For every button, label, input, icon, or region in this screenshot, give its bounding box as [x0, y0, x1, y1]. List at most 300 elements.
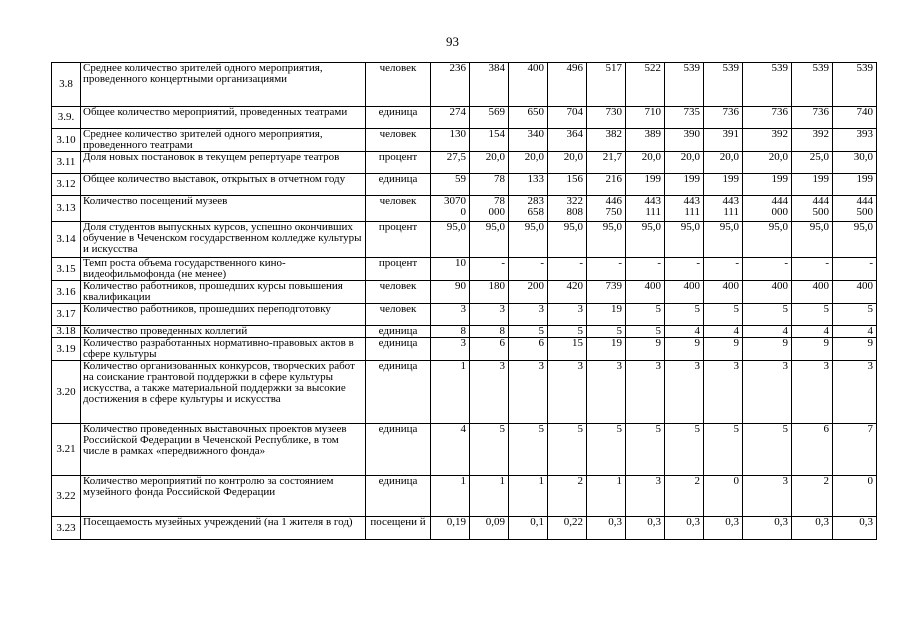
unit-cell [366, 107, 431, 129]
unit-cell-text: единица [378, 325, 418, 337]
value-cell-text: 6 [538, 337, 544, 349]
value-cell [665, 107, 704, 129]
value-cell [665, 326, 704, 338]
value-cell [665, 63, 704, 107]
value-cell [833, 258, 877, 281]
value-cell [470, 476, 509, 517]
value-cell [431, 107, 470, 129]
value-cell-text: 95,0 [563, 221, 583, 233]
value-cell-text: 0,1 [530, 516, 544, 528]
value-cell-text: - [696, 257, 700, 269]
value-cell [626, 63, 665, 107]
value-cell-text: 95,0 [602, 221, 622, 233]
value-cell [587, 517, 626, 540]
value-cell [626, 222, 665, 258]
unit-cell-text: человек [379, 303, 417, 315]
unit-cell [366, 304, 431, 326]
unit-cell-text: единица [378, 475, 418, 487]
indicator-name-cell [81, 129, 366, 152]
value-cell-text: 20,0 [524, 151, 544, 163]
value-cell-text: 10 [455, 257, 466, 269]
value-cell-text: 4 [460, 423, 466, 435]
unit-cell [366, 196, 431, 222]
indicators-table [51, 62, 877, 540]
table-row [52, 281, 877, 304]
value-cell [431, 361, 470, 424]
value-cell [626, 281, 665, 304]
value-cell [548, 424, 587, 476]
value-cell-text: 90 [455, 280, 466, 292]
indicator-name-cell-text: Количество проведенных выставочных проектов музеев Российской Федерации в Чеченской Республике, в том числе в рамках «передвижного фонда» [83, 423, 347, 457]
value-cell-text: 199 [644, 173, 661, 185]
row-number-cell [52, 174, 81, 196]
value-cell [792, 174, 833, 196]
value-cell [833, 107, 877, 129]
value-cell [626, 517, 665, 540]
value-cell [833, 517, 877, 540]
value-cell [587, 361, 626, 424]
value-cell-text: 539 [856, 62, 873, 74]
value-cell [587, 281, 626, 304]
table-row [52, 107, 877, 129]
value-cell [548, 361, 587, 424]
value-cell [509, 338, 548, 361]
value-cell-text: - [735, 257, 739, 269]
value-cell [743, 281, 792, 304]
value-cell [704, 476, 743, 517]
value-cell-text: 1 [499, 475, 505, 487]
table-row [52, 326, 877, 338]
value-cell [704, 258, 743, 281]
value-cell-text: 3 [460, 303, 466, 315]
value-cell-text: - [784, 257, 788, 269]
value-cell [743, 361, 792, 424]
value-cell [431, 517, 470, 540]
value-cell [470, 196, 509, 222]
value-cell [704, 424, 743, 476]
value-cell [743, 517, 792, 540]
value-cell-text: 3 [782, 475, 788, 487]
value-cell-text: 522 [644, 62, 661, 74]
value-cell [792, 304, 833, 326]
value-cell-text: 154 [488, 128, 505, 140]
value-cell-text: 5 [577, 423, 583, 435]
value-cell-text: 3 [867, 360, 873, 372]
value-cell-text: 3 [499, 360, 505, 372]
value-cell-text: 95,0 [524, 221, 544, 233]
indicator-name-cell [81, 63, 366, 107]
table-row [52, 222, 877, 258]
unit-cell [366, 222, 431, 258]
indicator-name-cell [81, 222, 366, 258]
value-cell-text: 517 [605, 62, 622, 74]
value-cell-text: 156 [566, 173, 583, 185]
value-cell-text: 400 [644, 280, 661, 292]
value-cell-text: 5 [655, 325, 661, 337]
value-cell [665, 338, 704, 361]
value-cell-text: 569 [488, 106, 505, 118]
row-number-cell-text: 3.19 [56, 342, 76, 355]
value-cell-text: 8 [499, 325, 505, 337]
value-cell-text: 443 111 [722, 195, 739, 218]
unit-cell [366, 281, 431, 304]
value-cell-text: 444 000 [771, 195, 788, 218]
value-cell [470, 258, 509, 281]
value-cell-text: 730 [605, 106, 622, 118]
table-row [52, 258, 877, 281]
value-cell-text: 5 [655, 423, 661, 435]
value-cell [626, 476, 665, 517]
indicator-name-cell [81, 424, 366, 476]
value-cell-text: 384 [488, 62, 505, 74]
value-cell [470, 338, 509, 361]
value-cell [431, 174, 470, 196]
value-cell-text: 736 [722, 106, 739, 118]
value-cell [833, 476, 877, 517]
value-cell [704, 517, 743, 540]
value-cell-text: 199 [856, 173, 873, 185]
value-cell [743, 129, 792, 152]
value-cell [431, 196, 470, 222]
value-cell-text: - [579, 257, 583, 269]
value-cell-text: 6 [823, 423, 829, 435]
row-number-cell [52, 196, 81, 222]
value-cell [509, 63, 548, 107]
unit-cell [366, 361, 431, 424]
value-cell-text: 4 [867, 325, 873, 337]
value-cell-text: 392 [771, 128, 788, 140]
table-row [52, 361, 877, 424]
indicator-name-cell-text: Доля новых постановок в текущем репертуаре театров [83, 151, 340, 163]
value-cell-text: 4 [694, 325, 700, 337]
value-cell-text: 5 [577, 325, 583, 337]
value-cell [431, 338, 470, 361]
value-cell [431, 258, 470, 281]
row-number-cell [52, 517, 81, 540]
value-cell-text: 95,0 [768, 221, 788, 233]
value-cell-text: 0,3 [725, 516, 739, 528]
row-number-cell [52, 476, 81, 517]
value-cell-text: 0 [867, 475, 873, 487]
value-cell-text: 8 [460, 325, 466, 337]
value-cell-text: 20,0 [719, 151, 739, 163]
table-row [52, 338, 877, 361]
value-cell-text: 539 [683, 62, 700, 74]
value-cell [792, 107, 833, 129]
indicator-name-cell [81, 326, 366, 338]
value-cell [743, 476, 792, 517]
value-cell-text: 444 500 [856, 195, 873, 218]
value-cell [548, 326, 587, 338]
value-cell [431, 129, 470, 152]
row-number-cell-text: 3.22 [56, 489, 76, 502]
value-cell [665, 258, 704, 281]
value-cell [548, 107, 587, 129]
row-number-cell [52, 107, 81, 129]
value-cell [792, 152, 833, 174]
value-cell [548, 63, 587, 107]
value-cell [792, 196, 833, 222]
value-cell [665, 281, 704, 304]
value-cell [833, 361, 877, 424]
value-cell-text: 5 [823, 303, 829, 315]
value-cell-text: 443 111 [644, 195, 661, 218]
value-cell [626, 107, 665, 129]
indicator-name-cell [81, 304, 366, 326]
value-cell-text: 0,3 [686, 516, 700, 528]
value-cell-text: 443 111 [683, 195, 700, 218]
value-cell-text: 1 [460, 475, 466, 487]
unit-cell-text: процент [378, 221, 418, 233]
value-cell [509, 258, 548, 281]
value-cell [509, 152, 548, 174]
table-row [52, 304, 877, 326]
value-cell [743, 338, 792, 361]
value-cell-text: 274 [449, 106, 466, 118]
unit-cell-text: единица [378, 173, 418, 185]
value-cell [665, 361, 704, 424]
value-cell-text: 9 [733, 337, 739, 349]
value-cell [833, 281, 877, 304]
row-number-cell [52, 222, 81, 258]
value-cell-text: 9 [655, 337, 661, 349]
unit-cell [366, 338, 431, 361]
value-cell [626, 196, 665, 222]
value-cell [470, 361, 509, 424]
value-cell [470, 304, 509, 326]
row-number-cell-text: 3.11 [56, 156, 76, 168]
value-cell-text: 5 [782, 423, 788, 435]
value-cell [470, 281, 509, 304]
value-cell [626, 174, 665, 196]
value-cell-text: 95,0 [853, 221, 873, 233]
value-cell-text: 3 [823, 360, 829, 372]
value-cell [470, 424, 509, 476]
value-cell-text: 364 [566, 128, 583, 140]
value-cell-text: 3 [655, 475, 661, 487]
value-cell-text: 9 [823, 337, 829, 349]
value-cell [587, 476, 626, 517]
value-cell-text: 59 [455, 173, 466, 185]
value-cell [792, 338, 833, 361]
value-cell [665, 424, 704, 476]
row-number-cell-text: 3.17 [56, 308, 76, 320]
indicator-name-cell [81, 361, 366, 424]
value-cell [509, 174, 548, 196]
value-cell-text: - [540, 257, 544, 269]
row-number-cell [52, 361, 81, 424]
value-cell [704, 326, 743, 338]
value-cell [626, 361, 665, 424]
value-cell [548, 174, 587, 196]
value-cell [704, 361, 743, 424]
value-cell [833, 326, 877, 338]
indicator-name-cell [81, 107, 366, 129]
value-cell-text: 5 [616, 325, 622, 337]
value-cell [509, 476, 548, 517]
indicator-name-cell-text: Доля студентов выпускных курсов, успешно окончивших обучение в Чеченском государственном колледже культуры и искусства [83, 221, 362, 255]
indicator-name-cell [81, 196, 366, 222]
row-number-cell-text: 3.21 [56, 443, 76, 455]
value-cell [833, 174, 877, 196]
value-cell [626, 424, 665, 476]
value-cell-text: 710 [644, 106, 661, 118]
value-cell [587, 152, 626, 174]
value-cell-text: 9 [694, 337, 700, 349]
table-row [52, 196, 877, 222]
value-cell [792, 129, 833, 152]
value-cell [833, 338, 877, 361]
value-cell-text: 5 [733, 303, 739, 315]
value-cell-text: 1 [616, 475, 622, 487]
unit-cell [366, 517, 431, 540]
value-cell-text: 95,0 [641, 221, 661, 233]
unit-cell-text: единица [378, 360, 418, 372]
unit-cell [366, 258, 431, 281]
value-cell-text: 95,0 [446, 221, 466, 233]
value-cell-text: - [657, 257, 661, 269]
value-cell-text: 4 [782, 325, 788, 337]
table-row [52, 517, 877, 540]
value-cell [833, 222, 877, 258]
value-cell-text: 19 [611, 303, 622, 315]
row-number-cell [52, 129, 81, 152]
value-cell [587, 129, 626, 152]
value-cell [743, 424, 792, 476]
value-cell [833, 152, 877, 174]
value-cell-text: 4 [733, 325, 739, 337]
value-cell [548, 152, 587, 174]
row-number-cell-text: 3.12 [56, 178, 76, 190]
value-cell [509, 222, 548, 258]
value-cell-text: 5 [782, 303, 788, 315]
value-cell [548, 304, 587, 326]
value-cell [665, 304, 704, 326]
indicator-name-cell [81, 152, 366, 174]
value-cell [704, 129, 743, 152]
value-cell-text: 5 [867, 303, 873, 315]
value-cell [587, 258, 626, 281]
value-cell [431, 63, 470, 107]
unit-cell [366, 326, 431, 338]
row-number-cell-text: 3.14 [56, 233, 76, 245]
value-cell [665, 129, 704, 152]
value-cell [509, 424, 548, 476]
indicator-name-cell-text: Количество организованных конкурсов, творческих работ на соискание грантовой поддержки в сфере культуры искусства, а также материальной поддержки за высокие достижения в сфере культуры и искусства [83, 360, 355, 405]
value-cell [626, 304, 665, 326]
value-cell [704, 63, 743, 107]
value-cell [792, 424, 833, 476]
value-cell-text: 30,0 [853, 151, 873, 163]
value-cell [665, 152, 704, 174]
value-cell-text: 3 [460, 337, 466, 349]
row-number-cell [52, 63, 81, 107]
value-cell-text: 5 [538, 423, 544, 435]
value-cell-text: 2 [823, 475, 829, 487]
unit-cell [366, 174, 431, 196]
unit-cell-text: человек [379, 128, 417, 140]
value-cell [833, 129, 877, 152]
value-cell [792, 281, 833, 304]
value-cell [587, 326, 626, 338]
value-cell-text: 9 [867, 337, 873, 349]
value-cell-text: 0,09 [485, 516, 505, 528]
value-cell-text: 400 [683, 280, 700, 292]
unit-cell [366, 476, 431, 517]
value-cell-text: 400 [527, 62, 544, 74]
unit-cell [366, 152, 431, 174]
value-cell [509, 517, 548, 540]
value-cell-text: 15 [572, 337, 583, 349]
value-cell [833, 424, 877, 476]
value-cell [704, 196, 743, 222]
value-cell-text: 78 000 [488, 195, 505, 218]
value-cell [470, 174, 509, 196]
table-row [52, 63, 877, 107]
value-cell-text: 3 [616, 360, 622, 372]
value-cell-text: 199 [683, 173, 700, 185]
value-cell [509, 196, 548, 222]
value-cell [665, 476, 704, 517]
value-cell-text: 739 [605, 280, 622, 292]
value-cell-text: 3070 0 [444, 195, 466, 218]
value-cell [587, 63, 626, 107]
indicator-name-cell-text: Среднее количество зрителей одного мероприятия, проведенного театрами [83, 128, 323, 151]
indicator-name-cell [81, 281, 366, 304]
value-cell [743, 63, 792, 107]
value-cell-text: 5 [499, 423, 505, 435]
value-cell-text: 20,0 [680, 151, 700, 163]
unit-cell-text: единица [378, 337, 418, 349]
value-cell-text: 5 [733, 423, 739, 435]
value-cell-text: 2 [577, 475, 583, 487]
value-cell [431, 304, 470, 326]
unit-cell-text: посещени й [370, 516, 426, 528]
value-cell [548, 338, 587, 361]
indicator-name-cell-text: Среднее количество зрителей одного мероприятия, проведенного концертными организациями [83, 62, 323, 85]
value-cell-text: 0,3 [859, 516, 873, 528]
row-number-cell-text: 3.13 [56, 202, 76, 214]
value-cell-text: 389 [644, 128, 661, 140]
indicator-name-cell [81, 338, 366, 361]
value-cell-text: 736 [771, 106, 788, 118]
value-cell-text: 400 [856, 280, 873, 292]
value-cell-text: 5 [694, 423, 700, 435]
value-cell-text: 6 [499, 337, 505, 349]
value-cell [704, 338, 743, 361]
value-cell [626, 129, 665, 152]
value-cell-text: 539 [771, 62, 788, 74]
table-row [52, 129, 877, 152]
value-cell-text: 236 [449, 62, 466, 74]
table-row [52, 174, 877, 196]
value-cell [665, 196, 704, 222]
indicator-name-cell [81, 258, 366, 281]
value-cell [833, 196, 877, 222]
value-cell [509, 361, 548, 424]
value-cell-text: 0,19 [446, 516, 466, 528]
indicator-name-cell-text: Количество проведенных коллегий [83, 325, 248, 337]
indicator-name-cell [81, 476, 366, 517]
value-cell [704, 281, 743, 304]
value-cell-text: 650 [527, 106, 544, 118]
value-cell-text: 95,0 [680, 221, 700, 233]
value-cell [470, 63, 509, 107]
value-cell-text: 95,0 [485, 221, 505, 233]
value-cell-text: 0 [733, 475, 739, 487]
row-number-cell-text: 3.20 [56, 385, 76, 398]
value-cell-text: 283 658 [527, 195, 544, 218]
